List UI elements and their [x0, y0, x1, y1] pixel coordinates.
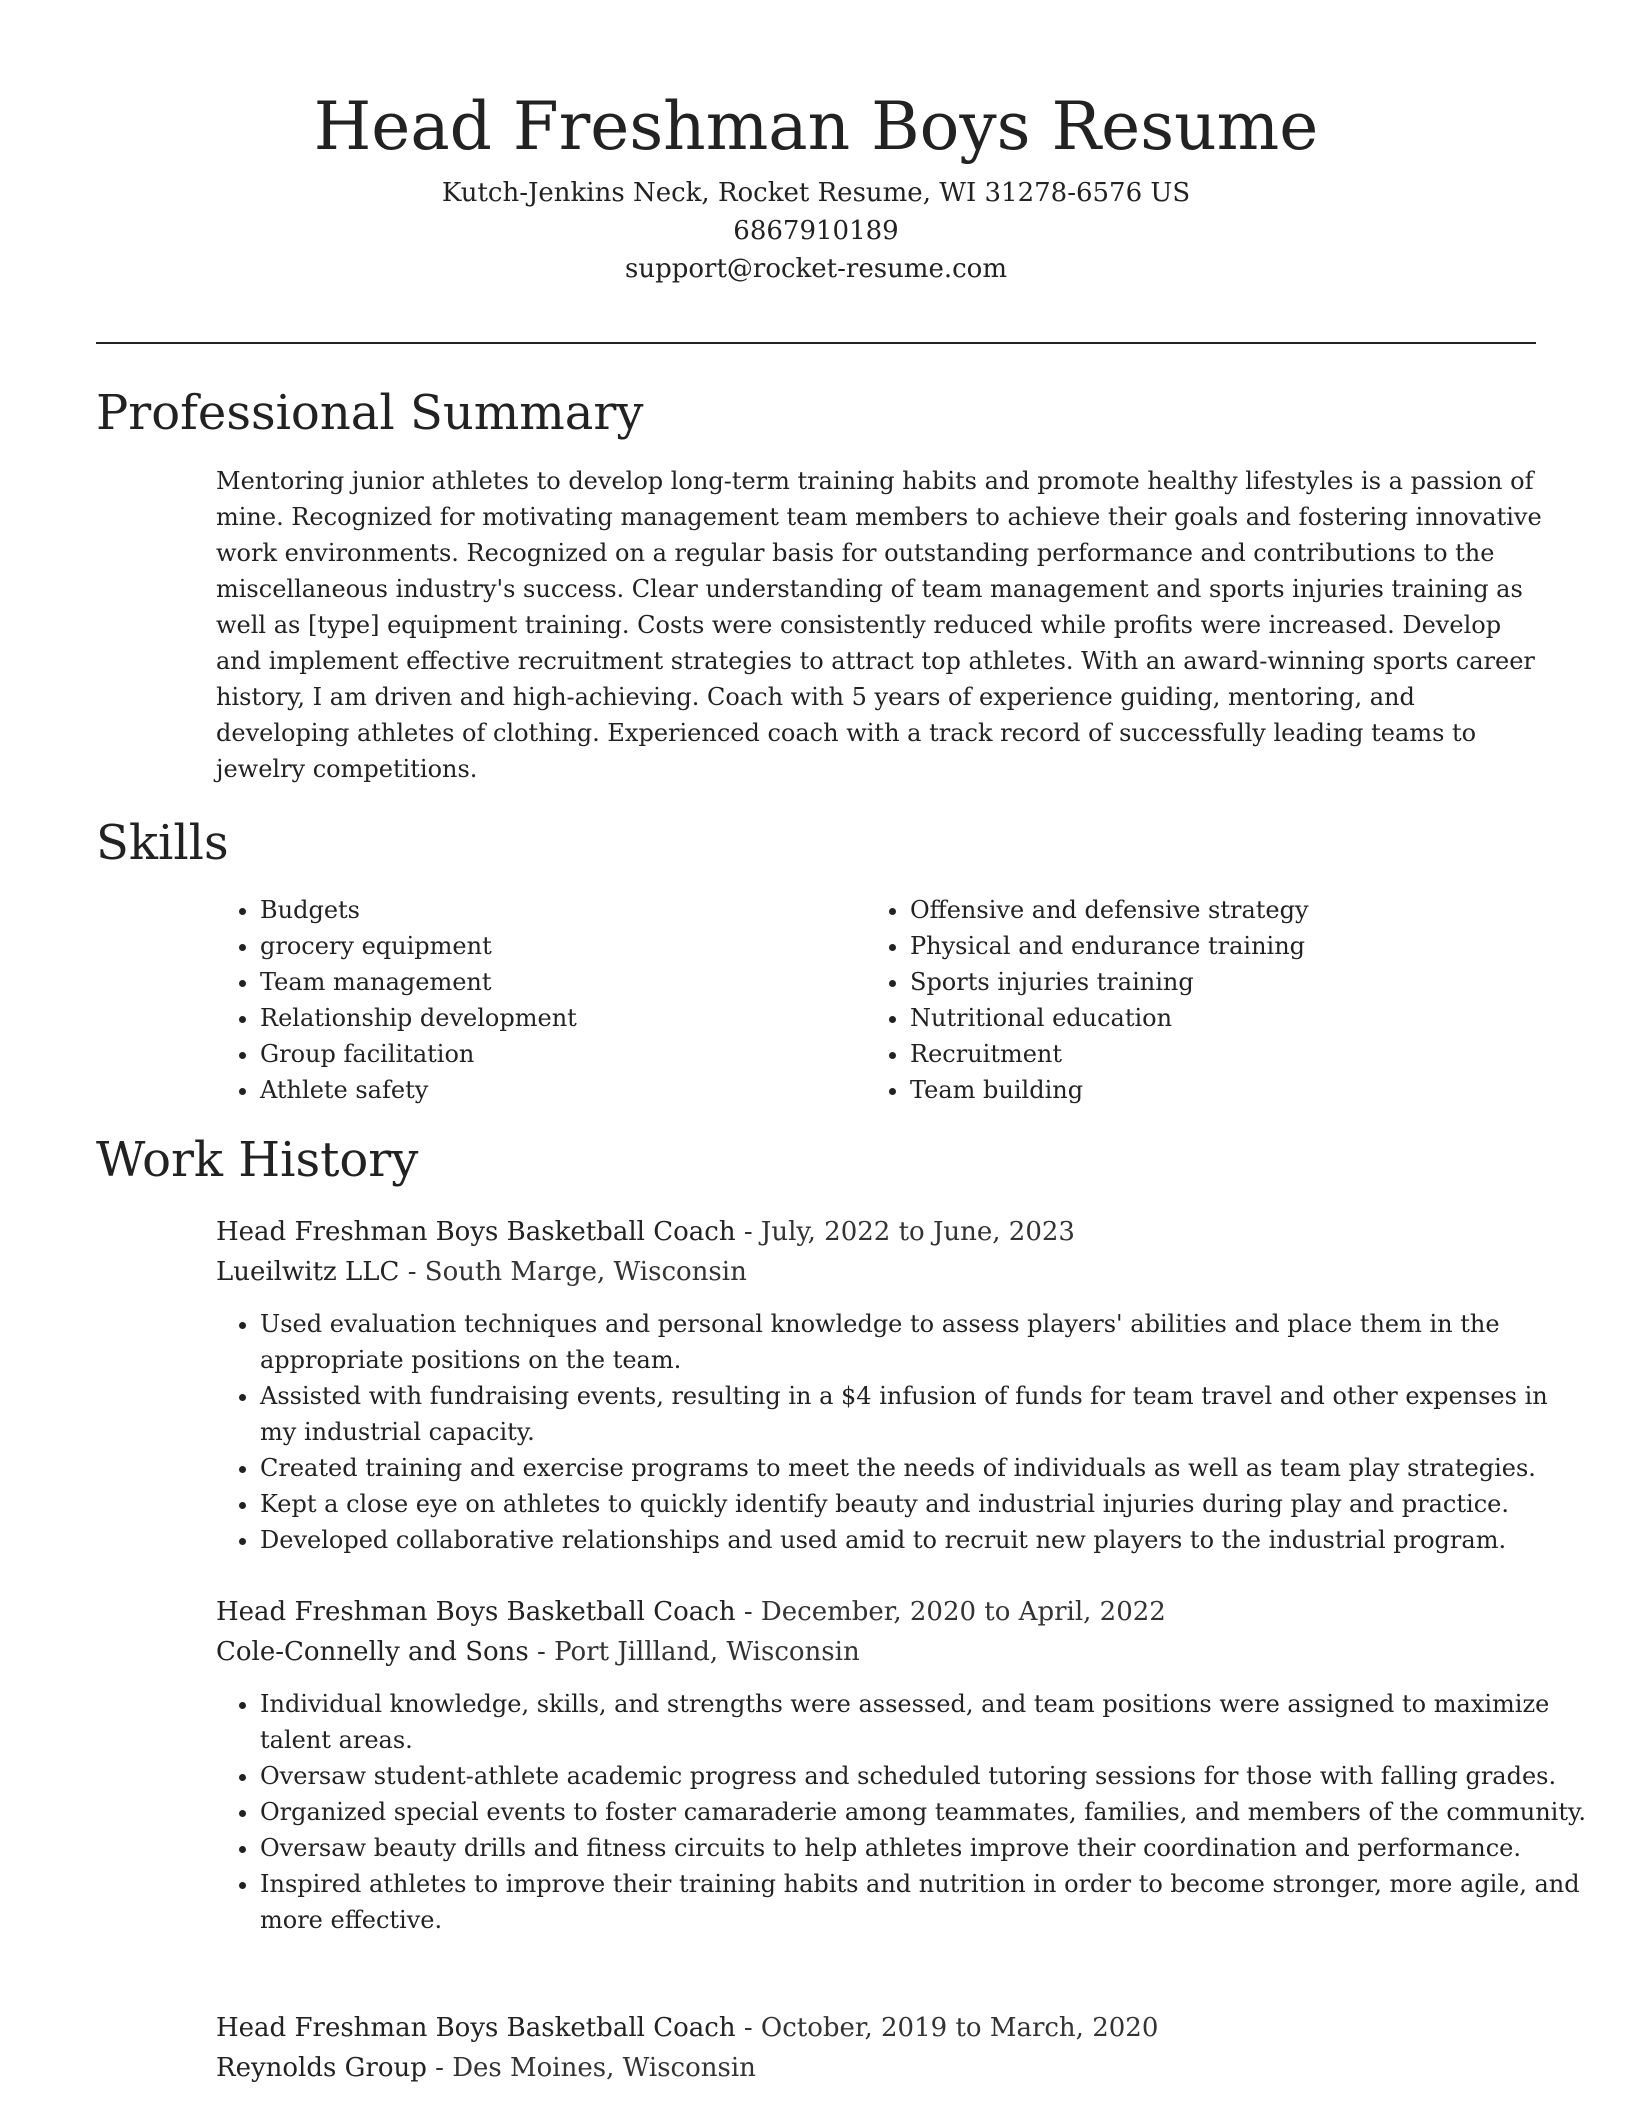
skill-item: • Athlete safety — [260, 1072, 577, 1108]
duty-item: • Developed collaborative relationships and used amid to recruit new players to the industrial program. — [260, 1522, 1590, 1558]
duty-item: • Assisted with fundraising events, resulting in a $4 infusion of funds for team travel and other expenses in my industrial capacity. — [260, 1378, 1590, 1450]
job-dates: July, 2022 to June, 2023 — [760, 1217, 1075, 1247]
job-company-line: Cole-Connelly and Sons - Port Jillland, Wisconsin — [216, 1637, 860, 1667]
contact-email: support@rocket-resume.com — [624, 254, 1007, 284]
skill-item: • Budgets — [260, 892, 577, 928]
work-history-heading: Work History — [96, 1132, 419, 1188]
skill-item: • Recruitment — [910, 1036, 1309, 1072]
job-location: Des Moines, Wisconsin — [452, 2053, 756, 2083]
job-position: Head Freshman Boys Basketball Coach — [216, 1217, 736, 1247]
skill-item: • Physical and endurance training — [910, 928, 1309, 964]
job-dates: December, 2020 to April, 2022 — [760, 1597, 1166, 1627]
job-company: Reynolds Group — [216, 2053, 427, 2083]
skill-item: • Team management — [260, 964, 577, 1000]
header-divider — [96, 342, 1536, 344]
job-company-line: Reynolds Group - Des Moines, Wisconsin — [216, 2053, 756, 2083]
job-title-line: Head Freshman Boys Basketball Coach - December, 2020 to April, 2022 — [216, 1597, 1166, 1627]
skill-item: • Offensive and defensive strategy — [910, 892, 1309, 928]
duty-item: • Created training and exercise programs to meet the needs of individuals as well as team play strategies. — [260, 1450, 1590, 1486]
skills-list-right — [866, 892, 1309, 1108]
duty-item: • Individual knowledge, skills, and strengths were assessed, and team positions were assigned to maximize talent areas. — [260, 1686, 1590, 1758]
job-company: Cole-Connelly and Sons — [216, 1637, 529, 1667]
duty-item: • Oversaw beauty drills and fitness circuits to help athletes improve their coordination and performance. — [260, 1830, 1590, 1866]
duty-item: • Organized special events to foster camaraderie among teammates, families, and members of the community. — [260, 1794, 1590, 1830]
contact-phone: 6867910189 — [733, 216, 899, 246]
skill-item: • Nutritional education — [910, 1000, 1309, 1036]
duty-item: • Kept a close eye on athletes to quickly identify beauty and industrial injuries during play and practice. — [260, 1486, 1590, 1522]
duty-item: • Inspired athletes to improve their training habits and nutrition in order to become stronger, more agile, and more effective. — [260, 1866, 1590, 1938]
job-title-line: Head Freshman Boys Basketball Coach - July, 2022 to June, 2023 — [216, 1217, 1075, 1247]
skills-list-left — [216, 892, 577, 1108]
resume-header — [0, 78, 1632, 288]
contact-address: Kutch-Jenkins Neck, Rocket Resume, WI 31278-6576 US — [441, 178, 1191, 208]
job-company-line: Lueilwitz LLC - South Marge, Wisconsin — [216, 1257, 747, 1287]
skills-heading: Skills — [96, 815, 229, 871]
duty-item: • Used evaluation techniques and personal knowledge to assess players' abilities and place them in the appropriate positions on the team. — [260, 1306, 1590, 1378]
skill-item: • Relationship development — [260, 1000, 577, 1036]
skill-item: • Team building — [910, 1072, 1309, 1108]
job-location: Port Jillland, Wisconsin — [554, 1637, 860, 1667]
job-duties-list — [216, 1306, 1590, 1558]
summary-text: Mentoring junior athletes to develop long-term training habits and promote healthy lifestyles is a passion of mine. Recognized for motivating management team members to achieve their goals and fostering innovative work environments. Recognized on a regular basis for outstanding performance and contributions to the miscellaneous industry's success. Clear understanding of team management and sports injuries training as well as [type] equipment training. Costs were consistently reduced while profits were increased. Develop and implement effective recruitment strategies to attract top athletes. With an award-winning sports career history, I am driven and high-achieving. Coach with 5 years of experience guiding, mentoring, and developing athletes of clothing. Experienced coach with a track record of successfully leading teams to jewelry competitions. — [216, 467, 1542, 783]
skill-item: • Sports injuries training — [910, 964, 1309, 1000]
summary-heading: Professional Summary — [96, 385, 644, 441]
job-position: Head Freshman Boys Basketball Coach — [216, 1597, 736, 1627]
job-company: Lueilwitz LLC — [216, 1257, 400, 1287]
duty-item: • Oversaw student-athlete academic progress and scheduled tutoring sessions for those with falling grades. — [260, 1758, 1590, 1794]
skill-item: • grocery equipment — [260, 928, 577, 964]
skill-item: • Group facilitation — [260, 1036, 577, 1072]
job-dates: October, 2019 to March, 2020 — [760, 2013, 1159, 2043]
job-duties-list — [216, 1686, 1590, 1938]
job-position: Head Freshman Boys Basketball Coach — [216, 2013, 736, 2043]
resume-name: Head Freshman Boys Resume — [313, 88, 1319, 165]
job-title-line: Head Freshman Boys Basketball Coach - October, 2019 to March, 2020 — [216, 2013, 1159, 2043]
job-location: South Marge, Wisconsin — [424, 1257, 747, 1287]
